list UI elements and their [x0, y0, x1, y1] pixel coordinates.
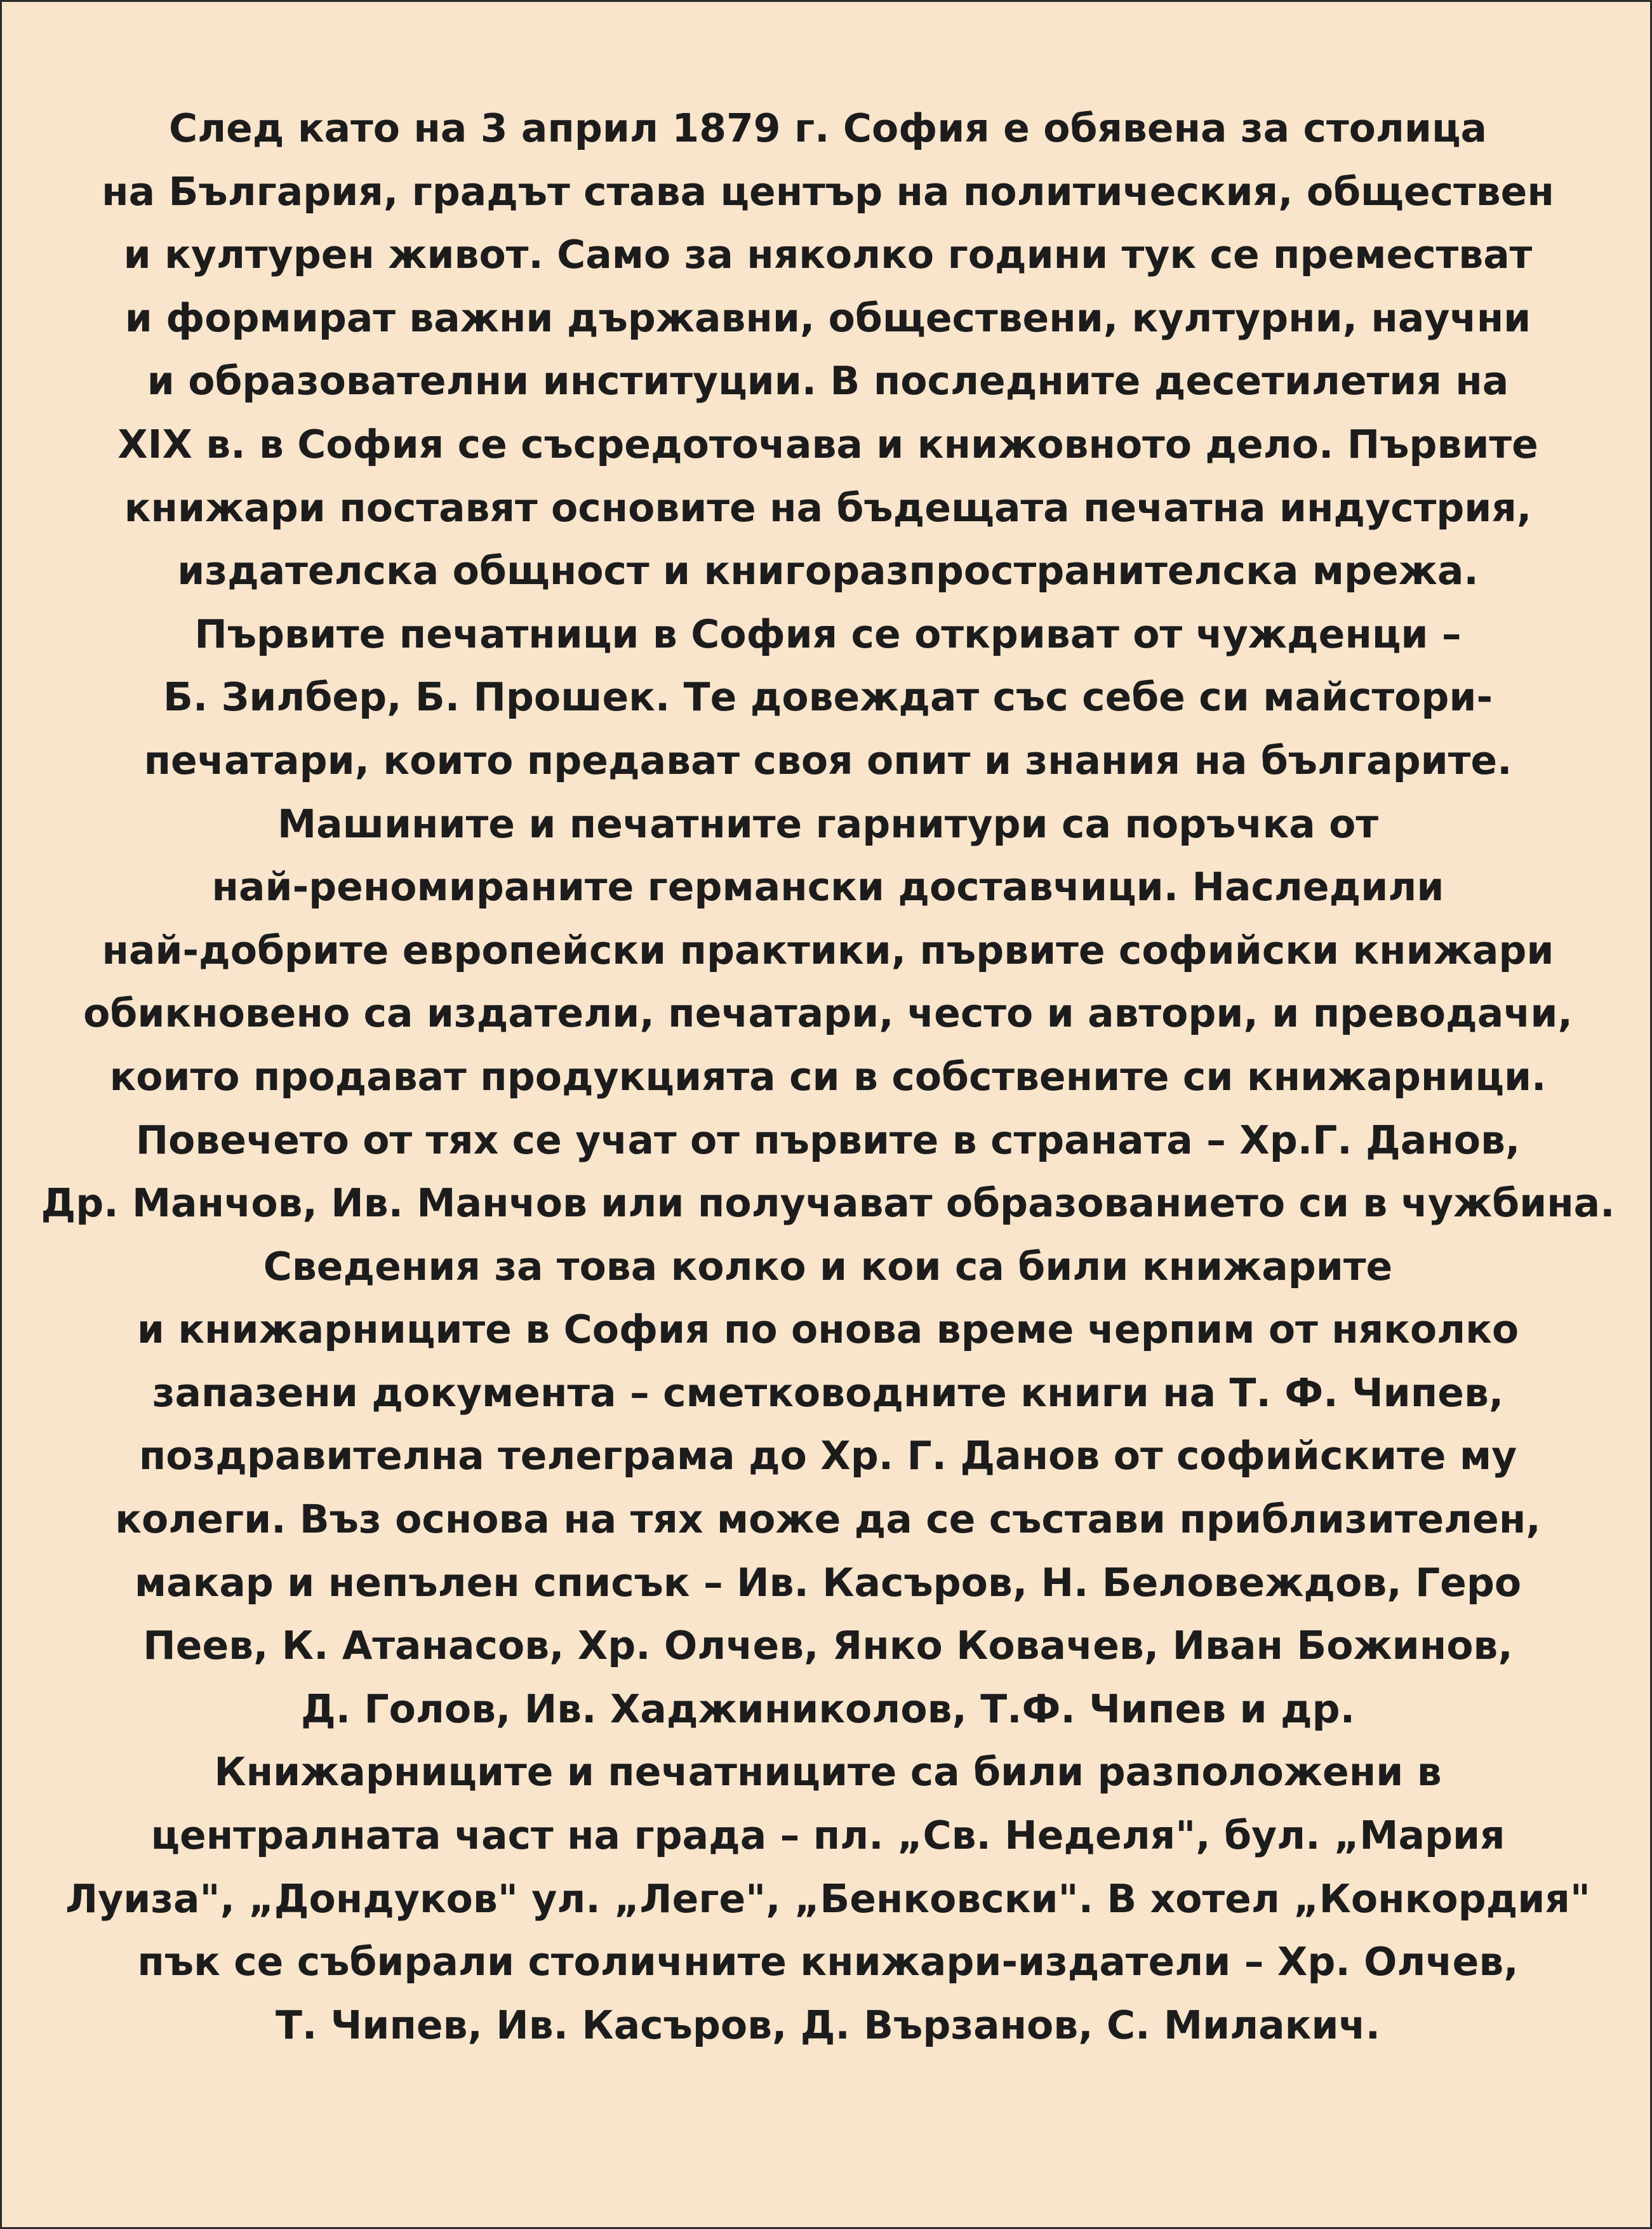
text-line: След като на 3 април 1879 г. София е обявена за столица [168, 105, 1488, 151]
text-line: Б. Зилбер, Б. Прошек. Те довеждат със себе си майстори- [163, 674, 1493, 721]
text-line: Повечето от тях се учат от първите в страната – Хр.Г. Данов, [135, 1117, 1521, 1163]
text-line: и формират важни държавни, обществени, културни, научни [124, 295, 1531, 341]
text-line: най-добрите европейски практики, първите софийски книжари [102, 927, 1554, 973]
text-line: колеги. Въз основа на тях може да се състави приблизителен, [115, 1496, 1541, 1543]
text-line: Т. Чипев, Ив. Касъров, Д. Вързанов, С. Милакич. [275, 2002, 1381, 2048]
text-line: печатари, които предават своя опит и знания на българите. [143, 737, 1512, 783]
body-text [2, 97, 1652, 2057]
text-line: книжари поставят основите на бъдещата печатна индустрия, [124, 484, 1532, 531]
text-line: Др. Манчов, Ив. Манчов или получават образованието си в чужбина. [41, 1180, 1615, 1227]
text-line: и културен живот. Само за няколко години тук се преместват [123, 232, 1533, 278]
text-line: най-реномираните германски доставчици. Наследили [211, 864, 1444, 910]
text-line: Сведения за това колко и кои са били книжарите [263, 1243, 1393, 1289]
text-line: обикновено са издатели, печатари, често и автори, и преводачи, [83, 990, 1573, 1037]
text-line: запазени документа – сметководните книги на Т. Ф. Чипев, [152, 1369, 1504, 1416]
text-line: поздравителна телеграма до Хр. Г. Данов от софийските му [138, 1433, 1517, 1479]
text-line: XIX в. в София се съсредоточава и книжовното дело. Първите [117, 421, 1538, 467]
text-line: Машините и печатните гарнитури са поръчка от [277, 801, 1379, 847]
text-line: пък се събирали столичните книжари-издатели – Хр. Олчев, [137, 1939, 1519, 1985]
text-line: Книжарниците и печатниците са били разположени в [214, 1749, 1442, 1795]
text-line: на България, градът става център на политическия, обществен [102, 168, 1554, 215]
text-line: Д. Голов, Ив. Хаджиниколов, Т.Ф. Чипев и др. [300, 1686, 1356, 1732]
text-line: и книжарниците в София по онова време черпим от няколко [137, 1307, 1519, 1353]
text-line: които продават продукцията си в собствените си книжарници. [109, 1053, 1547, 1100]
text-line: и образователни институции. В последните десетилетия на [147, 358, 1509, 404]
text-line: издателска общност и книгоразпространителска мрежа. [177, 548, 1479, 594]
text-line: макар и непълен списък – Ив. Касъров, Н. Беловеждов, Геро [134, 1559, 1522, 1606]
text-line: централната част на града – пл. „Св. Неделя", бул. „Мария [150, 1813, 1505, 1859]
text-line: Луиза", „Дондуков" ул. „Леге", „Бенковски". В хотел „Конкордия" [65, 1875, 1590, 1922]
text-line: Първите печатници в София се откриват от чужденци – [194, 611, 1462, 657]
text-line: Пеев, К. Атанасов, Хр. Олчев, Янко Ковачев, Иван Божинов, [143, 1623, 1513, 1669]
